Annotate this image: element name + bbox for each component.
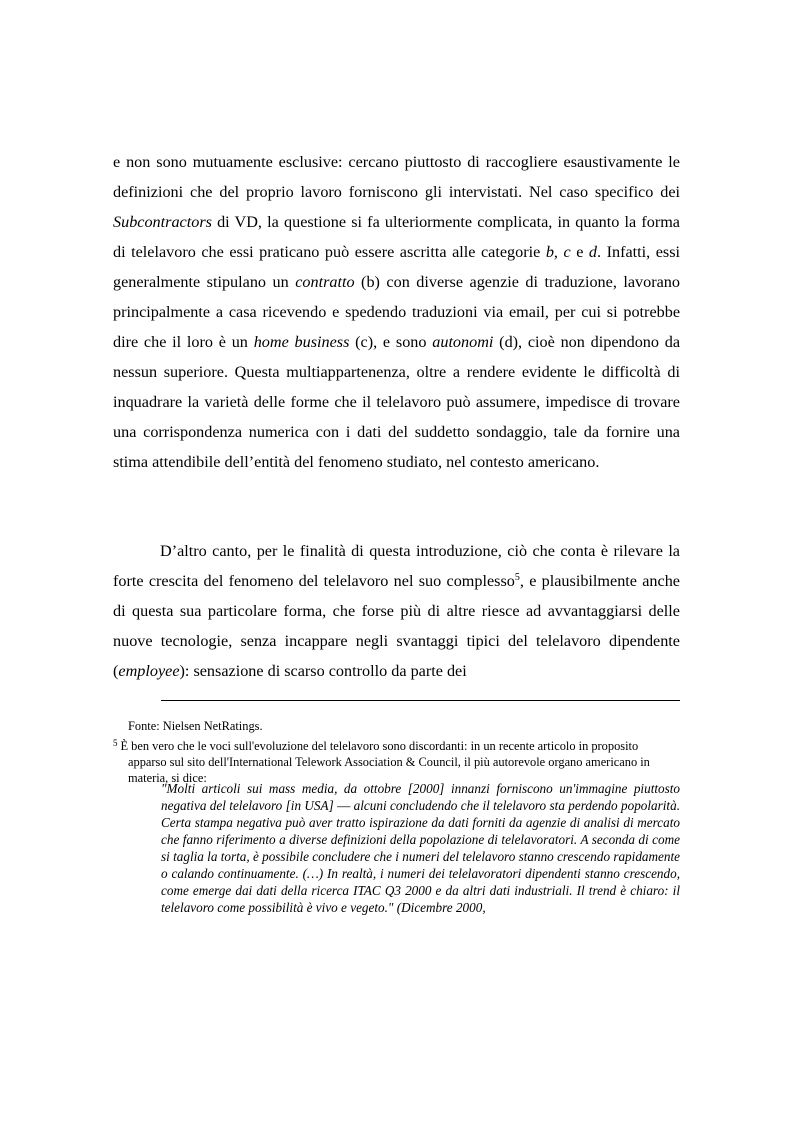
text-run: (d), cioè non dipendono da nessun superiore. Questa multiappartenenza, oltre a rendere evidente le difficoltà di inquadrare la varietà delle forme che il telelavoro può assumere, impedisce di trovare una corrispondenza numerica con i dati del suddetto sondaggio, tale da fornire una stima attendibile dell’entità del fenomeno studiato, nel contesto americano. [113,333,681,471]
text-run: (b) con diverse agenzie di traduzione, lavorano principalmente a casa ricevendo e spedendo traduzioni via email, per cui si potrebbe dire che il loro è un [113,273,680,351]
text-run: , [553,243,564,261]
italic-term: autonomi [432,333,494,351]
text-run: ): sensazione di scarso controllo da parte dei [179,662,467,680]
footnote-reference: 5 [514,572,520,583]
footnote-source: Fonte: Nielsen NetRatings. [128,719,263,733]
italic-term: contratto [295,273,355,291]
footnote-quotation [161,780,680,916]
text-run: di VD, la questione si fa ulteriormente complicata, in quanto la forma di telelavoro che essi praticano può essere ascritta alle categorie [113,213,680,261]
footnote-separator [161,700,680,701]
italic-term: b [545,243,554,261]
text-run: , e plausibilmente anche di questa sua particolare forma, che forse più di altre riesce ad avvantaggiarsi delle nuove tecnologie, senza incappare negli svantaggi tipici del telelavoro dipendente ( [113,572,680,680]
text-run: . Infatti, essi generalmente stipulano un [113,243,681,291]
text-run: e [570,243,589,261]
footnote-text: È ben vero che le voci sull'evoluzione del telelavoro sono discordanti: in un recente articolo in proposito [120,739,639,753]
text-run: D’altro canto, per le finalità di questa introduzione, ciò che conta è rilevare la forte crescita del fenomeno del telelavoro nel suo complesso [113,542,680,590]
body-paragraph-2 [113,536,680,686]
footnote-text-continued: apparso sul sito dell'International Telework Association & Council, il più autorevole organo americano in materia, si dice: [128,755,650,785]
text-run: e non sono mutuamente esclusive: cercano piuttosto di raccogliere esaustivamente le definizioni che del proprio lavoro forniscono gli intervistati. Nel caso specifico dei [113,153,680,201]
italic-term: employee [118,662,180,680]
italic-term: Subcontractors [113,213,212,231]
italic-term: home business [253,333,350,351]
text-run: (c), e sono [349,333,433,351]
body-paragraph-1 [113,147,680,477]
footnote-label: 5 [113,738,118,748]
quote-text: "Molti articoli sui mass media, da ottobre [2000] innanzi forniscono un'immagine piuttosto negativa del telelavoro [in USA] [161,781,680,813]
quote-dash: — [337,798,351,813]
quote-text: alcuni concludendo che il telelavoro sta perdendo popolarità. Certa stampa negativa può aver tratto ispirazione da dati forniti da agenzie di analisi di mercato che fanno riferimento a diverse definizioni della popolazione di telelavoratori. A seconda di come si taglia la torta, è possibile concludere che i numeri del telelavoro stanno crescendo rapidamente o calando continuamente. (…) In realtà, i numeri dei telelavoratori dipendenti stanno crescendo, come emerge dai dati della ricerca ITAC Q3 2000 e da altri dati industriali. Il trend è chiaro: il telelavoro come possibilità è vivo e vegeto." (Dicembre 2000, [161,798,680,915]
footnote-5-first-line [113,735,680,754]
italic-term: c [563,243,571,261]
footnote-5 [113,735,680,786]
italic-term: d [588,243,598,261]
